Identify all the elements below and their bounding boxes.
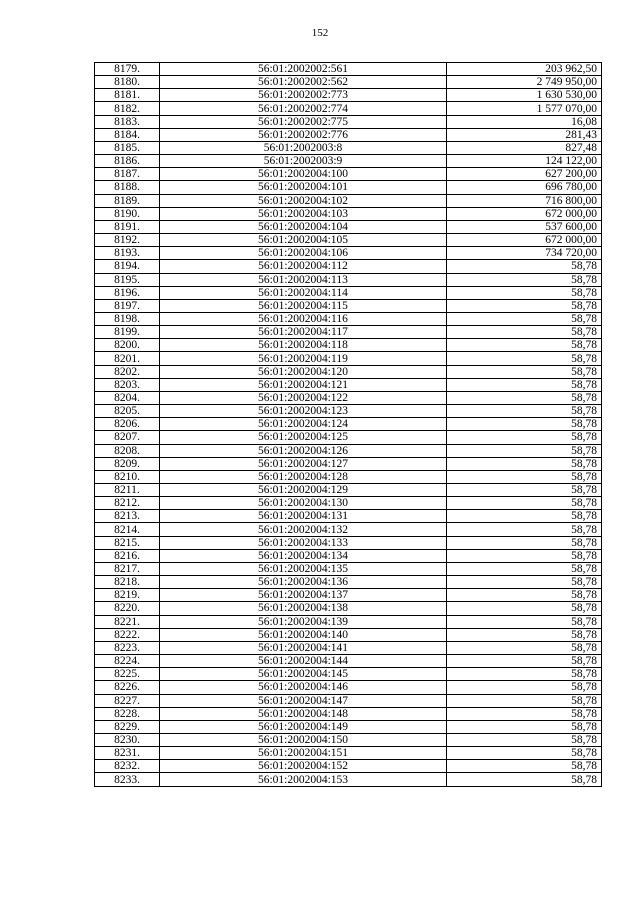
value-cell: 58,78 [447,273,602,286]
row-number-cell: 8210. [95,470,160,483]
cadastral-number-cell: 56:01:2002004:113 [160,273,447,286]
table-row [95,747,602,760]
cadastral-number-cell: 56:01:2002002:562 [160,76,447,89]
cadastral-number-cell: 56:01:2002004:149 [160,720,447,733]
row-number-cell: 8194. [95,260,160,273]
cadastral-number-cell: 56:01:2002004:121 [160,378,447,391]
cadastral-number-cell: 56:01:2002004:137 [160,589,447,602]
row-number-cell: 8213. [95,510,160,523]
row-number-cell: 8228. [95,707,160,720]
row-number-cell: 8184. [95,128,160,141]
value-cell: 58,78 [447,628,602,641]
row-number-cell: 8179. [95,63,160,76]
value-cell: 58,78 [447,760,602,773]
row-number-cell: 8230. [95,733,160,746]
row-number-cell: 8204. [95,391,160,404]
cadastral-number-cell: 56:01:2002004:124 [160,418,447,431]
cadastral-number-cell: 56:01:2002002:775 [160,115,447,128]
row-number-cell: 8203. [95,378,160,391]
cadastral-number-cell: 56:01:2002004:101 [160,181,447,194]
value-cell: 537 600,00 [447,220,602,233]
value-cell: 58,78 [447,457,602,470]
row-number-cell: 8188. [95,181,160,194]
table-row [95,352,602,365]
row-number-cell: 8183. [95,115,160,128]
row-number-cell: 8196. [95,286,160,299]
cadastral-number-cell: 56:01:2002004:123 [160,405,447,418]
value-cell: 58,78 [447,641,602,654]
cadastral-number-cell: 56:01:2002004:103 [160,207,447,220]
row-number-cell: 8227. [95,694,160,707]
table-row [95,681,602,694]
value-cell: 58,78 [447,523,602,536]
cadastral-number-cell: 56:01:2002003:9 [160,155,447,168]
value-cell: 58,78 [447,405,602,418]
row-number-cell: 8209. [95,457,160,470]
value-cell: 58,78 [447,444,602,457]
cadastral-number-cell: 56:01:2002004:127 [160,457,447,470]
row-number-cell: 8190. [95,207,160,220]
value-cell: 2 749 950,00 [447,76,602,89]
value-cell: 58,78 [447,576,602,589]
row-number-cell: 8192. [95,234,160,247]
table-row [95,470,602,483]
table-row [95,234,602,247]
cadastral-number-cell: 56:01:2002002:561 [160,63,447,76]
value-cell: 58,78 [447,260,602,273]
table-row [95,299,602,312]
value-cell: 58,78 [447,497,602,510]
cadastral-number-cell: 56:01:2002004:126 [160,444,447,457]
row-number-cell: 8191. [95,220,160,233]
row-number-cell: 8211. [95,484,160,497]
row-number-cell: 8233. [95,773,160,786]
table-row [95,444,602,457]
value-cell: 1 630 530,00 [447,89,602,102]
table-row [95,391,602,404]
table-row [95,589,602,602]
table-row [95,549,602,562]
row-number-cell: 8226. [95,681,160,694]
value-cell: 58,78 [447,707,602,720]
value-cell: 58,78 [447,510,602,523]
row-number-cell: 8181. [95,89,160,102]
cadastral-number-cell: 56:01:2002004:151 [160,747,447,760]
row-number-cell: 8208. [95,444,160,457]
table-row [95,457,602,470]
table-row [95,326,602,339]
table-row [95,431,602,444]
cadastral-number-cell: 56:01:2002004:148 [160,707,447,720]
row-number-cell: 8182. [95,102,160,115]
value-cell: 627 200,00 [447,168,602,181]
value-cell: 58,78 [447,549,602,562]
value-cell: 58,78 [447,694,602,707]
value-cell: 1 577 070,00 [447,102,602,115]
cadastral-number-cell: 56:01:2002004:118 [160,339,447,352]
value-cell: 58,78 [447,484,602,497]
row-number-cell: 8189. [95,194,160,207]
value-cell: 58,78 [447,431,602,444]
value-cell: 58,78 [447,589,602,602]
cadastral-number-cell: 56:01:2002004:130 [160,497,447,510]
table-row [95,484,602,497]
table-row [95,220,602,233]
table-row [95,260,602,273]
value-cell: 58,78 [447,536,602,549]
cadastral-number-cell: 56:01:2002004:128 [160,470,447,483]
table-row [95,378,602,391]
cadastral-number-cell: 56:01:2002004:119 [160,352,447,365]
value-cell: 58,78 [447,286,602,299]
cadastral-number-cell: 56:01:2002004:152 [160,760,447,773]
row-number-cell: 8229. [95,720,160,733]
table-row [95,773,602,786]
table-row [95,247,602,260]
value-cell: 203 962,50 [447,63,602,76]
table-row [95,63,602,76]
value-cell: 58,78 [447,720,602,733]
cadastral-number-cell: 56:01:2002004:115 [160,299,447,312]
row-number-cell: 8212. [95,497,160,510]
row-number-cell: 8225. [95,668,160,681]
value-cell: 672 000,00 [447,234,602,247]
cadastral-number-cell: 56:01:2002003:8 [160,141,447,154]
cadastral-number-cell: 56:01:2002004:138 [160,602,447,615]
cadastral-number-cell: 56:01:2002004:129 [160,484,447,497]
cadastral-number-cell: 56:01:2002004:106 [160,247,447,260]
table-row [95,181,602,194]
table-row [95,141,602,154]
table-row [95,760,602,773]
cadastral-number-cell: 56:01:2002004:117 [160,326,447,339]
table-row [95,523,602,536]
value-cell: 58,78 [447,299,602,312]
table-row [95,207,602,220]
row-number-cell: 8202. [95,365,160,378]
value-cell: 58,78 [447,312,602,325]
cadastral-number-cell: 56:01:2002004:153 [160,773,447,786]
table-row [95,562,602,575]
row-number-cell: 8218. [95,576,160,589]
value-cell: 58,78 [447,470,602,483]
cadastral-number-cell: 56:01:2002004:134 [160,549,447,562]
table-row [95,497,602,510]
row-number-cell: 8223. [95,641,160,654]
value-cell: 672 000,00 [447,207,602,220]
cadastral-number-cell: 56:01:2002004:112 [160,260,447,273]
cadastral-number-cell: 56:01:2002004:147 [160,694,447,707]
row-number-cell: 8222. [95,628,160,641]
cadastral-number-cell: 56:01:2002004:145 [160,668,447,681]
table-row [95,312,602,325]
value-cell: 58,78 [447,668,602,681]
cadastral-number-cell: 56:01:2002004:135 [160,562,447,575]
cadastral-number-cell: 56:01:2002004:122 [160,391,447,404]
value-cell: 58,78 [447,747,602,760]
row-number-cell: 8219. [95,589,160,602]
row-number-cell: 8216. [95,549,160,562]
cadastral-number-cell: 56:01:2002004:139 [160,615,447,628]
cadastral-number-cell: 56:01:2002004:116 [160,312,447,325]
row-number-cell: 8187. [95,168,160,181]
cadastral-number-cell: 56:01:2002004:133 [160,536,447,549]
value-cell: 734 720,00 [447,247,602,260]
row-number-cell: 8180. [95,76,160,89]
value-cell: 58,78 [447,773,602,786]
page-number: 152 [311,27,329,39]
row-number-cell: 8215. [95,536,160,549]
row-number-cell: 8232. [95,760,160,773]
cadastral-number-cell: 56:01:2002004:141 [160,641,447,654]
table-row [95,155,602,168]
registry-table-body [95,63,602,787]
table-row [95,641,602,654]
row-number-cell: 8197. [95,299,160,312]
table-row [95,733,602,746]
value-cell: 58,78 [447,391,602,404]
cadastral-number-cell: 56:01:2002004:104 [160,220,447,233]
cadastral-number-cell: 56:01:2002004:105 [160,234,447,247]
cadastral-number-cell: 56:01:2002004:100 [160,168,447,181]
value-cell: 281,43 [447,128,602,141]
value-cell: 58,78 [447,378,602,391]
row-number-cell: 8217. [95,562,160,575]
value-cell: 716 800,00 [447,194,602,207]
table-row [95,668,602,681]
table-row [95,418,602,431]
table-row [95,602,602,615]
table-row [95,536,602,549]
value-cell: 124 122,00 [447,155,602,168]
value-cell: 16,08 [447,115,602,128]
value-cell: 58,78 [447,602,602,615]
row-number-cell: 8200. [95,339,160,352]
cadastral-number-cell: 56:01:2002004:140 [160,628,447,641]
table-row [95,76,602,89]
value-cell: 58,78 [447,339,602,352]
cadastral-number-cell: 56:01:2002002:776 [160,128,447,141]
cadastral-number-cell: 56:01:2002004:136 [160,576,447,589]
table-row [95,115,602,128]
row-number-cell: 8231. [95,747,160,760]
row-number-cell: 8198. [95,312,160,325]
value-cell: 58,78 [447,352,602,365]
table-row [95,628,602,641]
table-row [95,576,602,589]
table-row [95,339,602,352]
table-row [95,720,602,733]
table-row [95,168,602,181]
value-cell: 696 780,00 [447,181,602,194]
row-number-cell: 8199. [95,326,160,339]
cadastral-number-cell: 56:01:2002004:132 [160,523,447,536]
row-number-cell: 8205. [95,405,160,418]
row-number-cell: 8207. [95,431,160,444]
row-number-cell: 8193. [95,247,160,260]
cadastral-number-cell: 56:01:2002004:131 [160,510,447,523]
cadastral-number-cell: 56:01:2002004:102 [160,194,447,207]
value-cell: 827,48 [447,141,602,154]
table-row [95,615,602,628]
row-number-cell: 8214. [95,523,160,536]
table-row [95,194,602,207]
value-cell: 58,78 [447,365,602,378]
value-cell: 58,78 [447,655,602,668]
table-row [95,89,602,102]
registry-table [94,62,602,787]
row-number-cell: 8185. [95,141,160,154]
table-row [95,128,602,141]
cadastral-number-cell: 56:01:2002002:774 [160,102,447,115]
row-number-cell: 8224. [95,655,160,668]
value-cell: 58,78 [447,681,602,694]
table-row [95,286,602,299]
row-number-cell: 8186. [95,155,160,168]
value-cell: 58,78 [447,615,602,628]
table-row [95,273,602,286]
cadastral-number-cell: 56:01:2002004:114 [160,286,447,299]
table-row [95,510,602,523]
value-cell: 58,78 [447,733,602,746]
table-row [95,405,602,418]
table-row [95,694,602,707]
cadastral-number-cell: 56:01:2002004:120 [160,365,447,378]
table-row [95,655,602,668]
row-number-cell: 8195. [95,273,160,286]
table-row [95,365,602,378]
value-cell: 58,78 [447,562,602,575]
cadastral-number-cell: 56:01:2002004:146 [160,681,447,694]
cadastral-number-cell: 56:01:2002004:144 [160,655,447,668]
row-number-cell: 8201. [95,352,160,365]
value-cell: 58,78 [447,418,602,431]
table-row [95,707,602,720]
value-cell: 58,78 [447,326,602,339]
row-number-cell: 8220. [95,602,160,615]
cadastral-number-cell: 56:01:2002004:150 [160,733,447,746]
cadastral-number-cell: 56:01:2002002:773 [160,89,447,102]
row-number-cell: 8206. [95,418,160,431]
cadastral-number-cell: 56:01:2002004:125 [160,431,447,444]
row-number-cell: 8221. [95,615,160,628]
table-row [95,102,602,115]
